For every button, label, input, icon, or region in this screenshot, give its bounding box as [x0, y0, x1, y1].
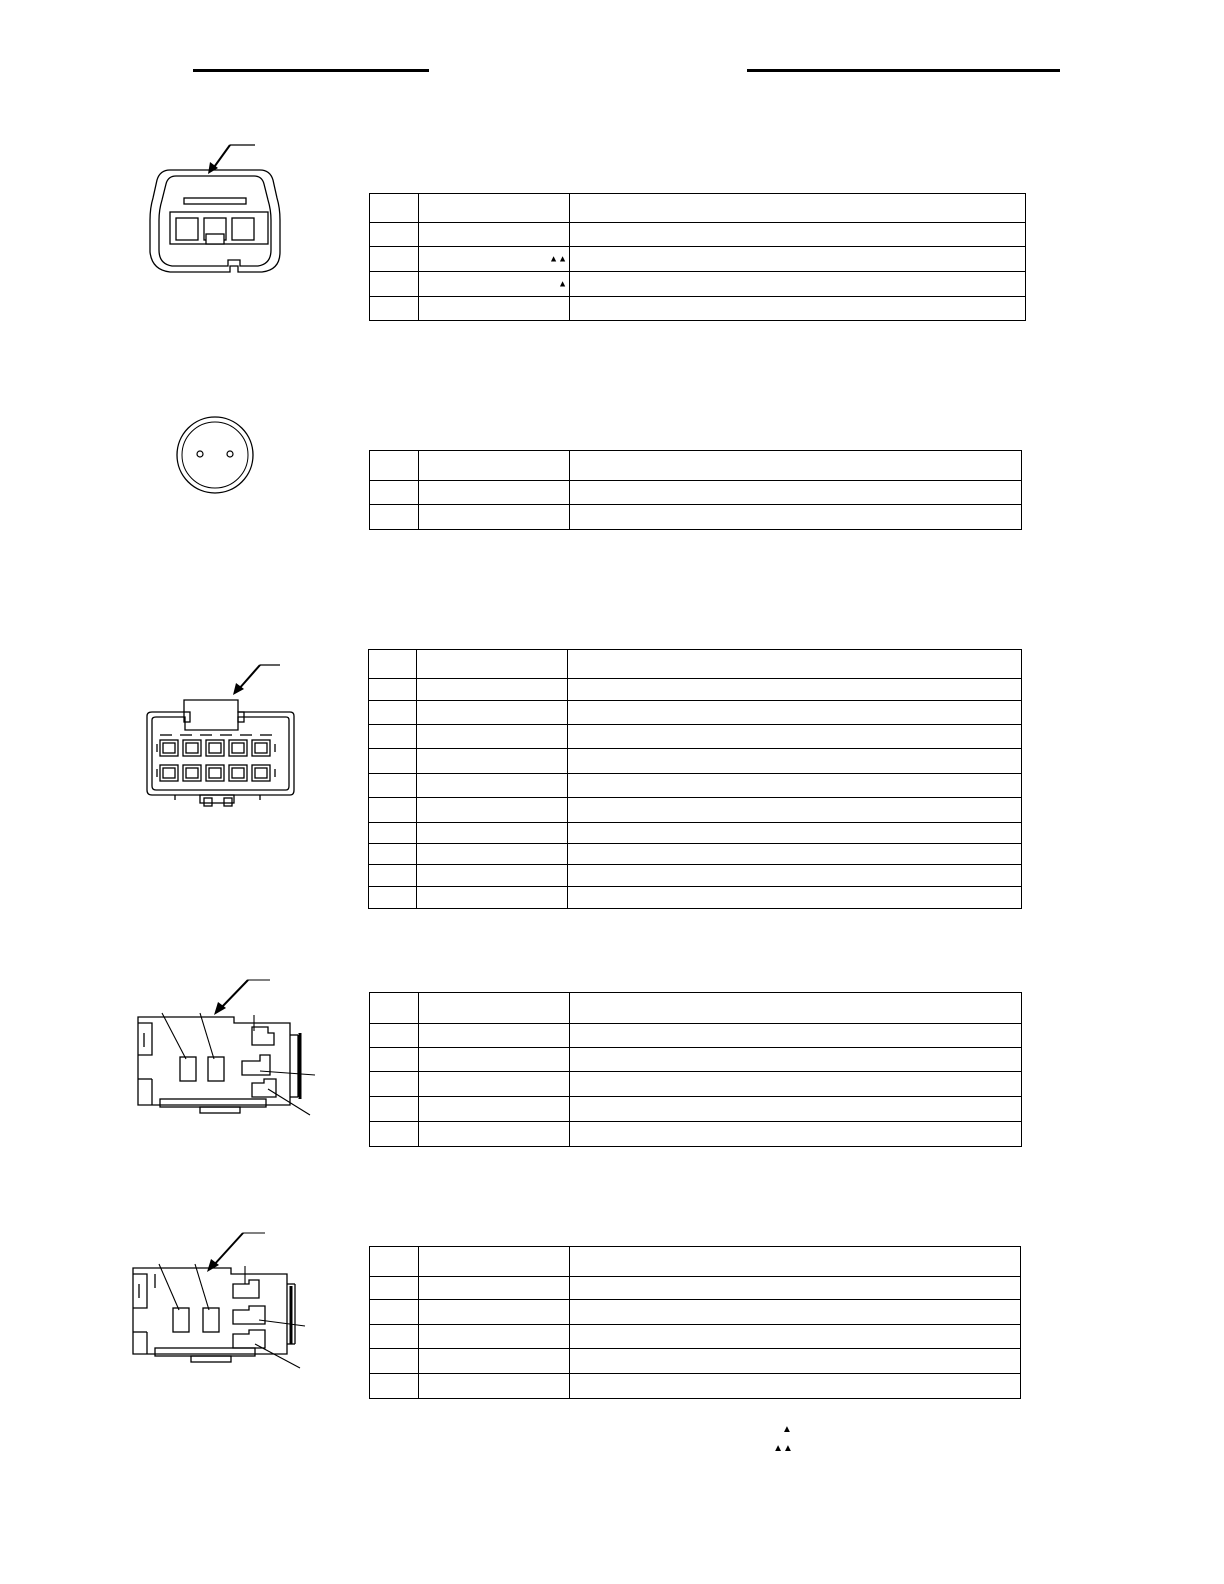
pin-number-cell: [370, 247, 419, 272]
pin-signal-cell: [417, 679, 568, 701]
pin-number-cell: [370, 297, 419, 321]
connector-5-illustration: [125, 1228, 315, 1378]
pin-description-cell: [570, 1349, 1021, 1374]
pin-signal-cell: [419, 481, 570, 505]
pin-description-cell: [570, 223, 1026, 247]
pin-signal-cell: [419, 1122, 570, 1147]
pin-number-cell: [370, 505, 419, 530]
pin-number-cell: [370, 451, 419, 481]
pin-description-cell: [568, 679, 1022, 701]
pin-number-cell: [370, 1024, 419, 1048]
pin-number-cell: [369, 701, 417, 725]
connector-4-pin-table: [369, 992, 1022, 1147]
pin-number-cell: [369, 844, 417, 865]
connector-2-pin-table: [369, 450, 1022, 530]
pin-description-cell: [568, 749, 1022, 774]
marks: ▲▲: [549, 253, 567, 264]
pin-description-cell: [570, 993, 1022, 1024]
pin-number-cell: [370, 1300, 419, 1325]
connector-3-pin-table: [368, 649, 1022, 909]
pin-number-cell: [369, 823, 417, 844]
pin-number-cell: [369, 774, 417, 798]
pin-description-cell: [570, 272, 1026, 297]
connector-3-illustration: [140, 660, 300, 810]
pin-number-cell: [369, 887, 417, 909]
pin-signal-cell: [419, 451, 570, 481]
pin-signal-cell: [417, 701, 568, 725]
connector-1-illustration: [140, 140, 290, 280]
pin-number-cell: [369, 725, 417, 749]
pin-signal-cell: [419, 1072, 570, 1097]
pin-signal-cell: [419, 505, 570, 530]
pin-number-cell: [370, 1349, 419, 1374]
pin-description-cell: [570, 247, 1026, 272]
pin-signal-cell: [419, 272, 570, 297]
pin-description-cell: [570, 1247, 1021, 1277]
pin-signal-cell: [417, 725, 568, 749]
pin-signal-cell: [417, 887, 568, 909]
pin-number-cell: [370, 194, 419, 223]
pin-description-cell: [568, 774, 1022, 798]
pin-signal-cell: [419, 1300, 570, 1325]
pin-signal-cell: [417, 823, 568, 844]
pin-signal-cell: [419, 1277, 570, 1300]
connector-1-pin-table: [369, 193, 1026, 321]
pin-number-cell: [369, 679, 417, 701]
pin-number-cell: [370, 1277, 419, 1300]
pin-number-cell: [370, 223, 419, 247]
pin-description-cell: [570, 194, 1026, 223]
pin-signal-cell: [417, 774, 568, 798]
pin-description-cell: [570, 1024, 1022, 1048]
pin-signal-cell: [417, 865, 568, 887]
pin-number-cell: [370, 1072, 419, 1097]
pin-description-cell: [570, 481, 1022, 505]
header-rule-left: [193, 69, 429, 72]
legend-double-mark: ▲▲: [773, 1443, 793, 1454]
pin-signal-cell: [419, 1374, 570, 1399]
pin-description-cell: [570, 1048, 1022, 1072]
pin-signal-cell: [417, 650, 568, 679]
pin-description-cell: [570, 1072, 1022, 1097]
pin-description-cell: [568, 650, 1022, 679]
pin-description-cell: [570, 1277, 1021, 1300]
pin-description-cell: [568, 798, 1022, 823]
pin-description-cell: [570, 451, 1022, 481]
pin-number-cell: [370, 1374, 419, 1399]
pin-number-cell: [370, 1097, 419, 1122]
pin-number-cell: [370, 1122, 419, 1147]
pin-signal-cell: [419, 1097, 570, 1122]
pin-number-cell: [369, 650, 417, 679]
pin-number-cell: [369, 749, 417, 774]
pin-number-cell: [369, 798, 417, 823]
pin-signal-cell: [419, 223, 570, 247]
pin-signal-cell: [419, 194, 570, 223]
pin-number-cell: [370, 1325, 419, 1349]
connector-4-illustration: [130, 975, 325, 1125]
pin-number-cell: [369, 865, 417, 887]
pin-signal-cell: [419, 1247, 570, 1277]
pin-signal-cell: [419, 297, 570, 321]
pin-description-cell: [568, 701, 1022, 725]
pin-description-cell: [570, 505, 1022, 530]
pin-number-cell: [370, 993, 419, 1024]
pin-description-cell: [568, 823, 1022, 844]
pin-description-cell: [568, 725, 1022, 749]
pin-signal-cell: [419, 993, 570, 1024]
pin-signal-cell: [417, 798, 568, 823]
pin-description-cell: [570, 1374, 1021, 1399]
pin-number-cell: [370, 272, 419, 297]
pin-description-cell: [568, 844, 1022, 865]
pin-description-cell: [570, 297, 1026, 321]
pin-signal-cell: [419, 1048, 570, 1072]
pin-signal-cell: [419, 1024, 570, 1048]
header-rule-right: [747, 69, 1060, 72]
pin-description-cell: [570, 1300, 1021, 1325]
pin-description-cell: [570, 1122, 1022, 1147]
pin-number-cell: [370, 1048, 419, 1072]
pin-signal-cell: [419, 247, 570, 272]
pin-signal-cell: [419, 1325, 570, 1349]
pin-description-cell: [570, 1097, 1022, 1122]
pin-signal-cell: [419, 1349, 570, 1374]
connector-5-pin-table: [369, 1246, 1021, 1399]
pin-description-cell: [570, 1325, 1021, 1349]
pin-signal-cell: [417, 749, 568, 774]
legend-single-mark: ▲: [782, 1424, 792, 1435]
pin-description-cell: [568, 865, 1022, 887]
pin-number-cell: [370, 1247, 419, 1277]
pin-description-cell: [568, 887, 1022, 909]
pin-number-cell: [370, 481, 419, 505]
connector-2-illustration: [170, 415, 260, 500]
pin-signal-cell: [417, 844, 568, 865]
marks: ▲: [558, 278, 567, 289]
